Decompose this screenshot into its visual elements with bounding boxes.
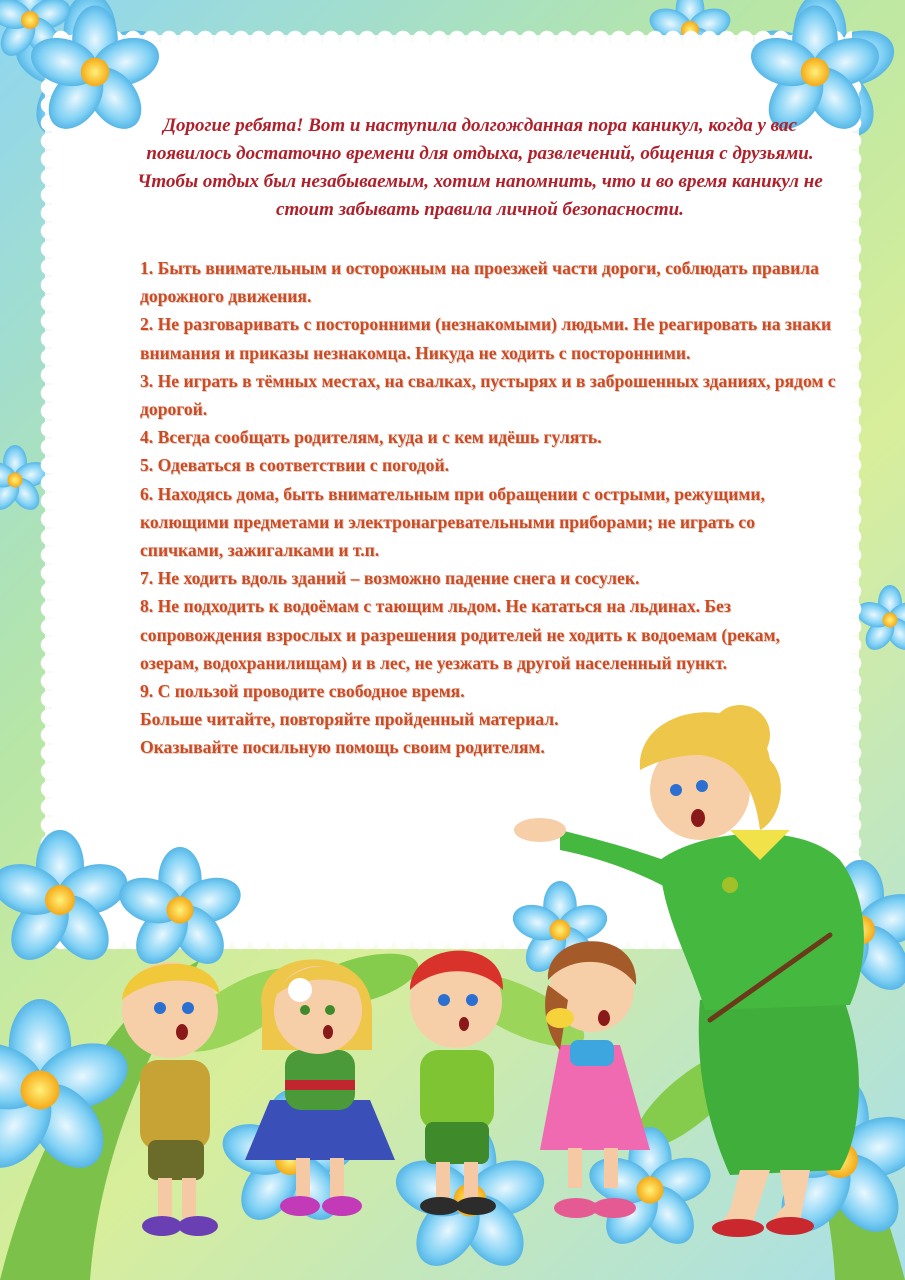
flower-bottom-left-1 (0, 830, 134, 971)
child-boy-blond (122, 962, 220, 1236)
flower-bottom-left-3 (0, 999, 136, 1182)
rule-item: 9. С пользой проводите свободное время. (140, 681, 465, 702)
intro-text: Дорогие ребята! Вот и наступила долгожданная пора каникул, когда у вас появилось достаточно времени для отдыха, развлечений, общения с друзьями. Чтобы отдых был незабываемым, хотим напомнить, что и во время каникул не стоит забывать правила личной безопасности. (137, 115, 823, 220)
rule-item: 7. Не ходить вдоль зданий – возможно падение снега и сосулек. (140, 568, 640, 589)
rule-item: 2. Не разговаривать с посторонними (незнакомыми) людьми. Не реагировать на знаки внимания и приказы незнакомца. Никуда не ходить с посторонними. (140, 314, 832, 363)
rule-item: 1. Быть внимательным и осторожным на проезжей части дороги, соблюдать правила дорожного движения. (140, 258, 819, 307)
rule-item: 6. Находясь дома, быть внимательным при обращении с острыми, режущими, колющими предметами и электронагревательными приборами; не играть со спичками, зажигалками и т.п. (140, 483, 765, 561)
rule-item: 5. Одеваться в соответствии с погодой. (140, 455, 449, 476)
rule-item: 8. Не подходить к водоёмам с тающим льдом. Не кататься на льдинах. Без сопровождения взрослых и разрешения родителей не ходить к водоемам (рекам, озерам, водохранилищам) и в лес, не уезжать в другой населенный пункт. (140, 596, 780, 673)
rule-item: 4. Всегда сообщать родителям, куда и с кем идёшь гулять. (140, 427, 602, 448)
rule-item: Оказывайте посильную помощь своим родителям. (140, 737, 545, 758)
flower-bottom-left-2 (113, 847, 246, 974)
rule-item: 3. Не играть в тёмных местах, на свалках, пустырях и в заброшенных зданиях, рядом с дорогой. (140, 370, 836, 420)
rule-item: Больше читайте, повторяйте пройденный материал. (140, 709, 559, 730)
